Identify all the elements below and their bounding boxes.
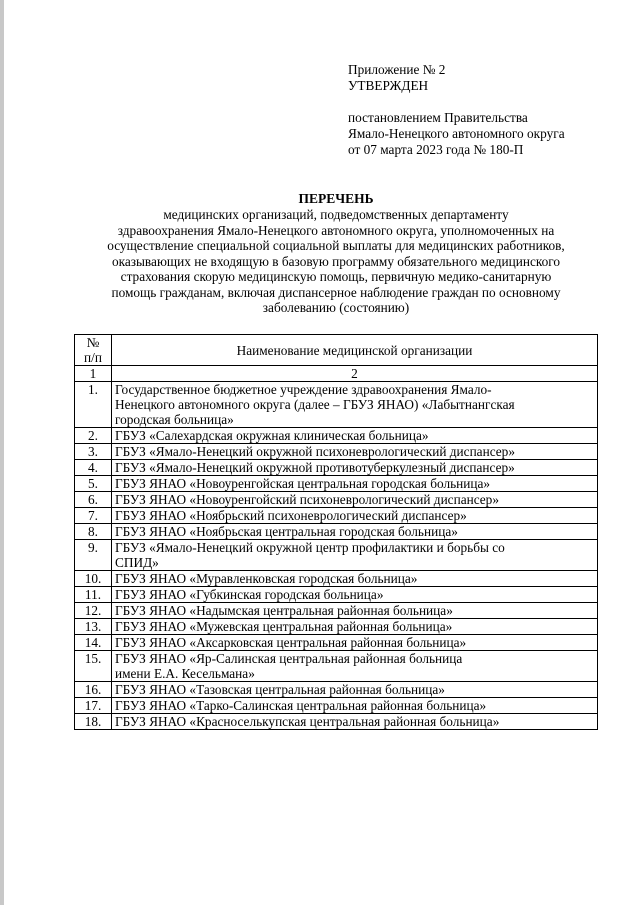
organization-name-line: ГБУЗ ЯНАО «Губкинская городская больница» [115, 587, 384, 602]
table-row [75, 508, 598, 524]
organization-name [112, 476, 598, 492]
table-row [75, 428, 598, 444]
table-row [75, 682, 598, 698]
organization-name [112, 460, 598, 476]
row-number: 17. [75, 698, 112, 714]
table-row [75, 619, 598, 635]
table-header-row [75, 335, 598, 366]
row-number: 4. [75, 460, 112, 476]
organization-name-line: СПИД» [115, 555, 159, 570]
row-number: 16. [75, 682, 112, 698]
table-row [75, 571, 598, 587]
organization-name-line: ГБУЗ ЯНАО «Аксарковская центральная районная больница» [115, 635, 467, 650]
table-row [75, 540, 598, 571]
organization-name [112, 382, 598, 428]
row-number: 13. [75, 619, 112, 635]
organization-name-line: ГБУЗ ЯНАО «Красноселькупская центральная районная больница» [115, 714, 500, 729]
table-row [75, 698, 598, 714]
row-number: 18. [75, 714, 112, 730]
subtitle-line: оказывающих не входящую в базовую программу обязательного медицинского [111, 253, 561, 269]
approval-block [348, 62, 618, 158]
organization-name [112, 524, 598, 540]
table-row [75, 524, 598, 540]
row-number: 11. [75, 587, 112, 603]
organization-name-line: ГБУЗ ЯНАО «Мужевская центральная районная больница» [115, 619, 453, 634]
row-number: 7. [75, 508, 112, 524]
subtitle-line: помощь гражданам, включая диспансерное наблюдение граждан по основному [111, 284, 561, 300]
organization-name [112, 651, 598, 682]
table-row [75, 587, 598, 603]
table-row [75, 460, 598, 476]
row-number: 2. [75, 428, 112, 444]
organization-name-line: имени Е.А. Кесельмана» [115, 666, 255, 681]
col-name-header: Наименование медицинской организации [112, 335, 598, 366]
organization-name-line: ГБУЗ ЯНАО «Ноябрьская центральная городская больница» [115, 524, 458, 539]
organization-name [112, 714, 598, 730]
organization-name [112, 635, 598, 651]
table-row [75, 382, 598, 428]
organization-name [112, 428, 598, 444]
table-index-row [75, 366, 598, 382]
row-number: 6. [75, 492, 112, 508]
approval-line-1: постановлением Правительства [348, 110, 528, 125]
organization-name-line: ГБУЗ «Салехардская окружная клиническая больница» [115, 428, 429, 443]
subtitle-line: заболеванию (состоянию) [262, 300, 410, 315]
approved-label: УТВЕРЖДЕН [348, 78, 429, 93]
index-cell: 1 [75, 366, 112, 382]
row-number: 14. [75, 635, 112, 651]
subtitle-line: страхования скорую медицинскую помощь, первичную медико-санитарную [120, 269, 552, 284]
organization-name-line: ГБУЗ ЯНАО «Яр-Салинская центральная районная больница [115, 651, 463, 666]
organization-name-line: ГБУЗ ЯНАО «Ноябрьский психоневрологический диспансер» [115, 508, 467, 523]
row-number: 8. [75, 524, 112, 540]
organizations-table [74, 334, 598, 730]
organization-name [112, 603, 598, 619]
organization-name [112, 540, 598, 571]
subtitle-line: медицинских организаций, подведомственных департаменту [163, 207, 509, 222]
organization-name-line: ГБУЗ ЯНАО «Надымская центральная районная больница» [115, 603, 453, 618]
organization-name [112, 492, 598, 508]
appendix-label: Приложение № 2 [348, 62, 446, 77]
index-cell: 2 [112, 366, 598, 382]
table-row [75, 714, 598, 730]
subtitle-line: здравоохранения Ямало-Ненецкого автономного округа, уполномоченных на [117, 222, 555, 238]
table-row [75, 603, 598, 619]
organization-name-line: Ненецкого автономного округа (далее – ГБУЗ ЯНАО) «Лабытнангская [115, 397, 515, 412]
table-row [75, 635, 598, 651]
organization-name [112, 587, 598, 603]
organization-name [112, 508, 598, 524]
organization-name-line: ГБУЗ ЯНАО «Тарко-Салинская центральная районная больница» [115, 698, 487, 713]
subtitle-line: осуществление специальной социальной выплаты для медицинских работников, [107, 238, 565, 253]
organization-name [112, 619, 598, 635]
document-title: ПЕРЕЧЕНЬ [298, 191, 374, 206]
organization-name-line: ГБУЗ ЯНАО «Новоуренгойский психоневрологический диспансер» [115, 492, 499, 507]
organization-name [112, 444, 598, 460]
col-number-header: № п/п [75, 335, 112, 366]
row-number: 1. [75, 382, 112, 428]
organization-name-line: ГБУЗ ЯНАО «Муравленковская городская больница» [115, 571, 418, 586]
approval-line-3: от 07 марта 2023 года № 180-П [348, 142, 524, 157]
document-subtitle [74, 207, 598, 316]
row-number: 9. [75, 540, 112, 571]
row-number: 3. [75, 444, 112, 460]
organization-name-line: ГБУЗ ЯНАО «Тазовская центральная районная больница» [115, 682, 445, 697]
row-number: 5. [75, 476, 112, 492]
row-number: 10. [75, 571, 112, 587]
approval-line-2: Ямало-Ненецкого автономного округа [348, 126, 565, 141]
table-row [75, 476, 598, 492]
organization-name-line: ГБУЗ ЯНАО «Новоуренгойская центральная городская больница» [115, 476, 491, 491]
organization-name-line: ГБУЗ «Ямало-Ненецкий окружной противотуберкулезный диспансер» [115, 460, 515, 475]
page-left-edge [0, 0, 4, 905]
organization-name-line: ГБУЗ «Ямало-Ненецкий окружной психоневрологический диспансер» [115, 444, 515, 459]
row-number: 15. [75, 651, 112, 682]
table-row [75, 444, 598, 460]
row-number: 12. [75, 603, 112, 619]
organization-name-line: Государственное бюджетное учреждение здравоохранения Ямало- [115, 382, 492, 397]
organization-name-line: ГБУЗ «Ямало-Ненецкий окружной центр профилактики и борьбы со [115, 540, 505, 555]
organization-name [112, 571, 598, 587]
organization-name [112, 698, 598, 714]
organization-name [112, 682, 598, 698]
table-row [75, 492, 598, 508]
table-row [75, 651, 598, 682]
organization-name-line: городская больница» [115, 412, 234, 427]
